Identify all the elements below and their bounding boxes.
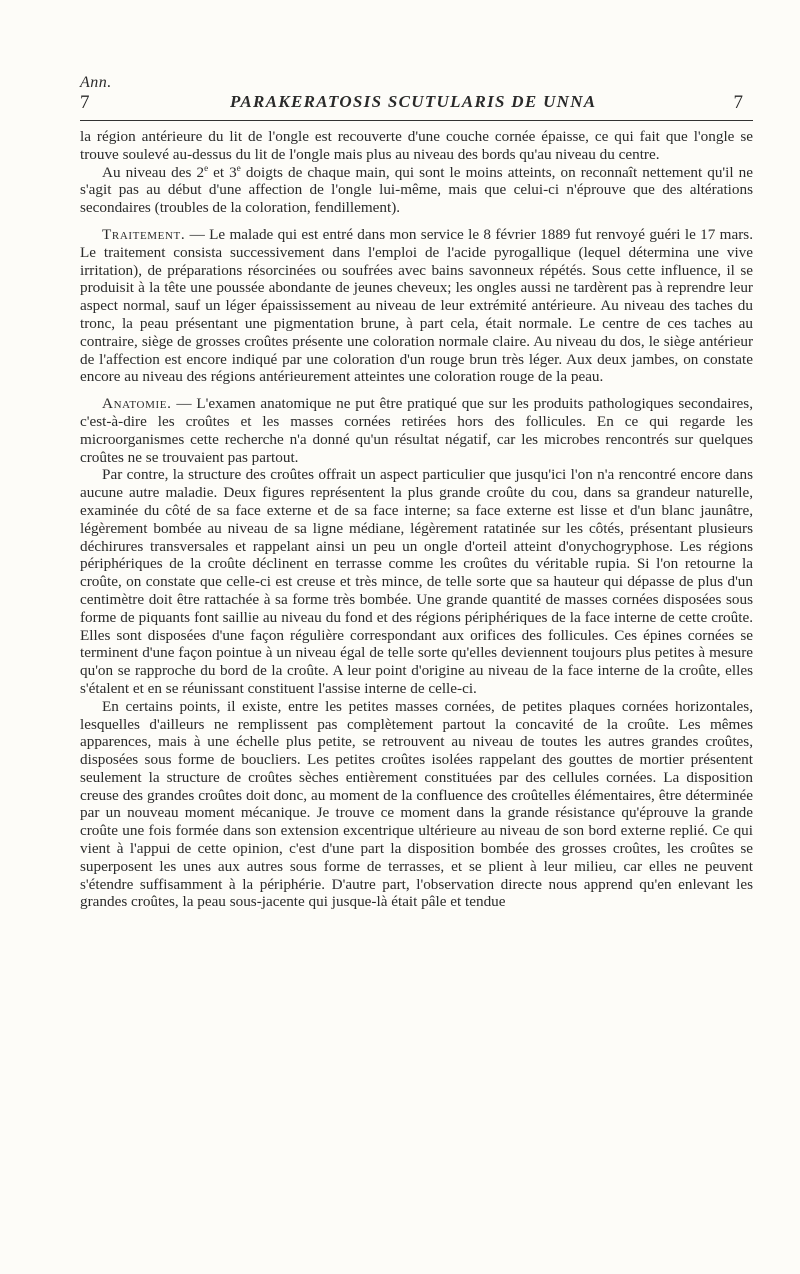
paragraph-fingers-text-b: et 3: [208, 163, 237, 181]
paragraph-traitement: [80, 226, 753, 386]
paragraph-nail-region: la région antérieure du lit de l'ongle est recouverte d'une couche cornée épaisse, ce qui fait que l'ongle se trouve soulevé au-dessus du lit de l'ongle mais plus au niveau des bords qu'au niveau du centre.: [80, 128, 753, 163]
section-heading-anatomie: Anatomie.: [102, 395, 172, 413]
paragraph-fingers: [80, 164, 753, 217]
paragraph-anatomie-text: — L'examen anatomique ne put être pratiqué que sur les produits pathologiques secondaires, c'est-à-dire les croûtes et les masses cornées retirées hors des follicules. En ce qui regarde les microorganismes cette recherche n'a donné qu'un résultat négatif, car les microbes rencontrés sur quelques croûtes ne se trouvaient pas partout.: [80, 395, 753, 466]
paragraph-traitement-text: — Le malade qui est entré dans mon service le 8 février 1889 fut renvoyé guéri le 17 mars. Le traitement consista successivement dans l'emploi de l'acide pyrogallique (lequel détermina une vive irritation), de préparations résorcinées ou soufrées avec bains savonneux répétés. Sous cette influence, il se produisit à la tête une poussée abondante de jeunes cheveux; les ongles aussi ne tardèrent pas à reprendre leur aspect normal, sauf un léger épaississement au niveau de leur extrémité antérieure. Au niveau des taches du tronc, la peau présentant une pigmentation brune, à part cela, était normale. Le centre de ces taches au contraire, siège de grosses croûtes présente une coloration normale claire. Au niveau du dos, le siège antérieur de l'affection est encore indiqué par une coloration d'un rouge brun très léger. Aux deux jambes, on constate encore au niveau des régions antérieurement atteintes une coloration rouge de la peau.: [80, 225, 753, 386]
page-number-left: 7: [80, 92, 90, 113]
paragraph-croutes-structure: Par contre, la structure des croûtes offrait un aspect particulier que jusqu'ici l'on n'a rencontré encore dans aucune autre maladie. Deux figures représentent la plus grande croûte du cou, dans sa grandeur naturelle, examinée du côté de sa face externe et de sa face interne; sa face externe est lisse et d'un blanc jaunâtre, légèrement bombée au niveau de sa ligne médiane, légèrement ratatinée sur les côtés, présentant plusieurs déchirures transversales et rappelant ainsi un peu un ongle d'orteil atteint d'onychogryphose. Les régions périphériques de la croûte déclinent en terrasse comme les croûtes du véritable rupia. Si l'on retourne la croûte, on constate que celle-ci est creuse et très mince, de telle sorte que sa hauteur qui dépasse de plus d'un centimètre doit être rattachée à sa forme très bombée. Une grande quantité de masses cornées disposées sous forme de piquants font saillie au niveau du fond et des régions périphériques de la face interne de cette croûte. Elles sont disposées d'une façon régulière correspondant aux orifices des follicules. Ces épines cornées se terminent d'une façon pointue à un niveau égal de telle sorte qu'elles deviennent toujours plus petites à mesure qu'on se rapproche du bord de la croûte. A leur point d'origine au niveau de la face interne de la croûte, elles s'étalent et en se réunissant constituent l'assise interne de celle-ci.: [80, 466, 753, 697]
paragraph-croutes-points: En certains points, il existe, entre les petites masses cornées, de petites plaques cornées horizontales, lesquelles d'ailleurs ne remplissent pas complètement partout la concavité de la croûte. Les mêmes apparences, mais à une échelle plus petite, se retrouvent au niveau de toutes les autres grandes croûtes, disposées sous forme de boucliers. Les petites croûtes isolées rappelant des gouttes de mortier présentent seulement la structure de croûtes sèches entièrement constituées par des cellules cornées. La disposition creuse des grandes croûtes doit donc, au moment de la confluence des croûtelles élémentaires, être déterminée par un nouveau moment mécanique. Je trouve ce moment dans la grande résistance qu'éprouve la grande croûte une fois formée dans son extension excentrique ultérieure au niveau de son bord externe replié. Ce qui vient à l'appui de cette opinion, c'est d'une part la disposition bombée des grosses croûtes, les croûtes se superposent les unes aux autres sous forme de terrasses, et se plient à leur milieu, car elles ne peuvent s'étendre suffisamment à la périphérie. D'autre part, l'observation directe nous apprend qu'en enlevant les grandes croûtes, la peau sous-jacente qui jusque-là était pâle et tendue: [80, 697, 753, 911]
header-rule: [80, 120, 753, 121]
paragraph-anatomie: [80, 395, 753, 466]
running-header: [80, 88, 753, 118]
paragraph-fingers-text-c: doigts de chaque main, qui sont le moins atteints, on reconnaît nettement qu'il ne s'agit pas au début d'une affection de l'ongle lui-même, mais que celui-ci n'éprouve que des altérations secondaires (troubles de la coloration, fendillement).: [80, 163, 753, 217]
superscript-e-2: e: [236, 162, 241, 173]
section-heading-traitement: Traitement.: [102, 225, 186, 243]
journal-abbreviation: Ann.: [80, 74, 112, 91]
running-title: PARAKERATOSIS SCUTULARIS DE UNNA: [230, 92, 597, 111]
superscript-e-1: e: [204, 162, 209, 173]
paragraph-fingers-text-a: Au niveau des 2: [102, 163, 205, 181]
page-number-right: 7: [733, 92, 743, 113]
article-body: [80, 128, 753, 911]
